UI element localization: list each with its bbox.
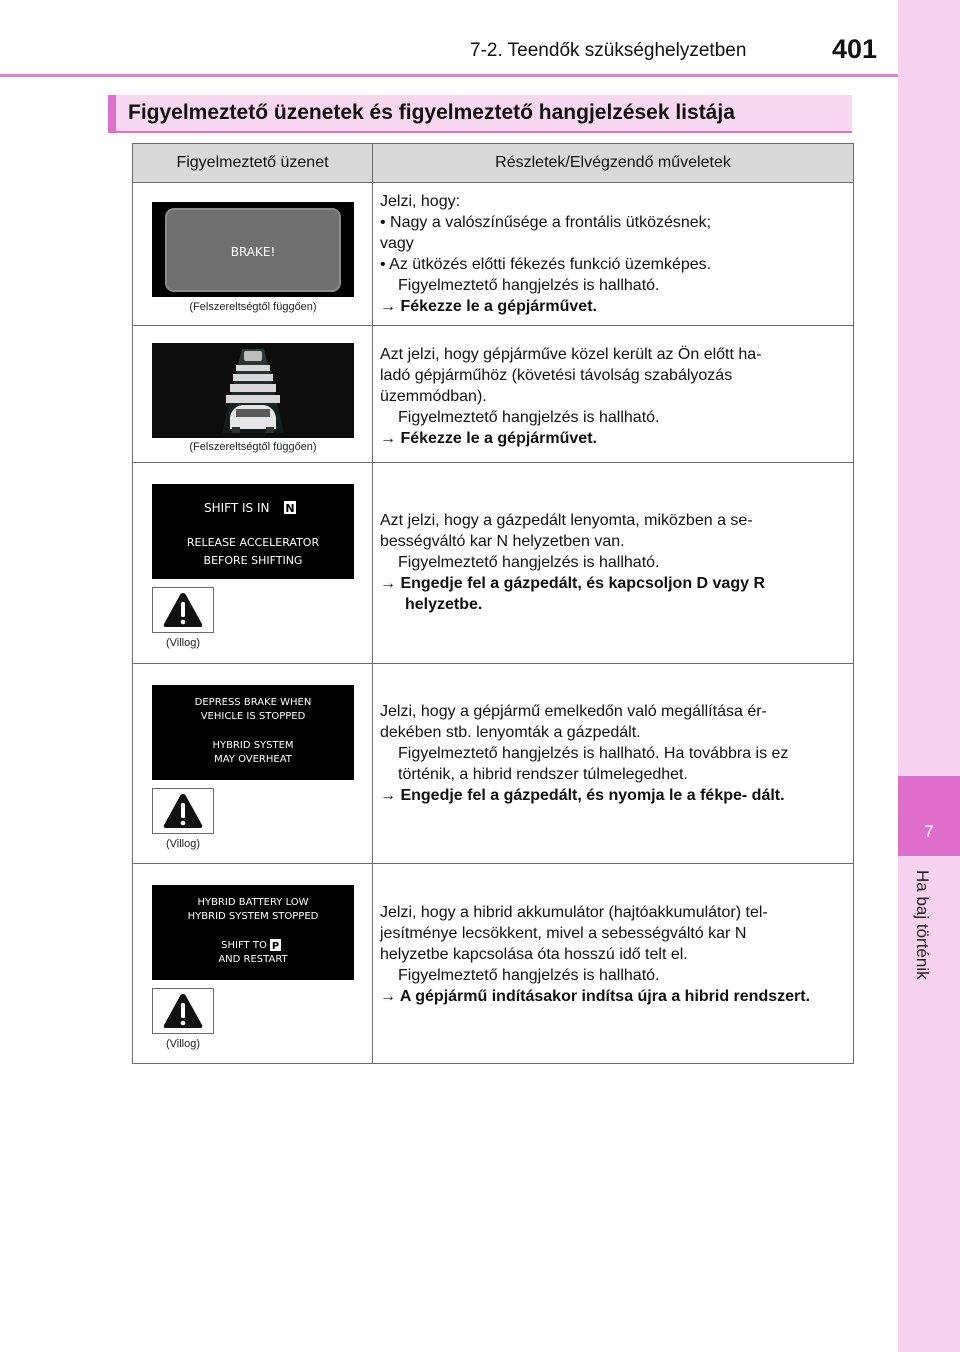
screen-text: DEPRESS BRAKE WHEN	[194, 697, 312, 708]
detail-line: Jelzi, hogy a hibrid akkumulátor (hajtóakkumulátor) tel-	[380, 904, 768, 921]
table-row	[133, 463, 854, 664]
details-cell	[373, 664, 854, 864]
detail-line: • Nagy a valószínűsége a frontális ütközésnek;	[380, 214, 712, 231]
detail-note: Figyelmeztető hangjelzés is hallható. Ha továbbra is ez történik, a hibrid rendszer túlmelegedhet.	[398, 745, 789, 783]
column-header: Figyelmeztető üzenet	[133, 144, 373, 183]
screen-text: SHIFT TO	[221, 940, 267, 951]
warning-triangle-box	[152, 788, 214, 834]
table-header-row	[133, 144, 854, 183]
detail-line: Jelzi, hogy:	[380, 193, 461, 210]
table-row	[133, 183, 854, 326]
detail-line: ladó gépjárműhöz (követési távolság szabályozás	[380, 367, 733, 384]
screen-text: AND RESTART	[218, 954, 288, 965]
column-header: Részletek/Elvégzendő műveletek	[373, 144, 854, 183]
action-text: → Engedje fel a gázpedált, és nyomja le a fékpe- dált.	[380, 787, 785, 804]
message-image-cell	[133, 183, 373, 326]
screen-text: HYBRID BATTERY LOW	[197, 897, 309, 908]
page-number: 401	[832, 34, 878, 64]
detail-line: Azt jelzi, hogy a gázpedált lenyomta, miközben a se-	[380, 512, 753, 529]
warning-triangle-box	[152, 587, 214, 633]
warning-triangle-box	[152, 988, 214, 1034]
side-tab-chapter-title: Ha baj történik	[913, 870, 932, 980]
screen-text: HYBRID SYSTEM	[212, 740, 294, 751]
message-image-cell	[133, 326, 373, 463]
brake-warning-screen	[152, 202, 354, 297]
action-text: → Fékezze le a gépjárművet.	[380, 298, 597, 315]
screen-text: BEFORE SHIFTING	[203, 554, 303, 567]
screen-text: RELEASE ACCELERATOR	[186, 536, 320, 549]
side-tab-chapter-number: 7	[924, 822, 934, 841]
image-caption: (Villog)	[165, 838, 201, 850]
image-caption: (Felszereltségtől függően)	[189, 301, 317, 313]
warning-table	[132, 143, 854, 1064]
table-row	[133, 326, 854, 463]
car-following-icon	[152, 343, 354, 438]
side-tab-chapter-block	[898, 776, 960, 856]
details-cell	[373, 864, 854, 1064]
warning-triangle-icon	[153, 588, 213, 632]
warning-triangle-icon	[153, 789, 213, 833]
detail-line: Jelzi, hogy a gépjármű emelkedőn való megállítása ér-	[380, 703, 767, 720]
details-cell	[373, 463, 854, 664]
table-row	[133, 864, 854, 1064]
message-image-cell	[133, 463, 373, 664]
details-cell	[373, 326, 854, 463]
section-title-text: Figyelmeztető üzenetek és figyelmeztető hangjelzések listája	[128, 101, 735, 124]
detail-line: üzemmódban).	[380, 388, 487, 405]
depress-brake-screen	[152, 685, 354, 780]
image-caption: (Villog)	[165, 1038, 201, 1050]
detail-line: vagy	[380, 235, 414, 252]
detail-note: Figyelmeztető hangjelzés is hallható.	[398, 277, 660, 294]
action-text: → Engedje fel a gázpedált, és kapcsoljon D vagy R helyzetbe.	[380, 575, 765, 613]
warning-triangle-icon	[153, 989, 213, 1033]
screen-text: N	[285, 502, 295, 515]
table-row	[133, 664, 854, 864]
header-title: 7-2. Teendők szükséghelyzetben	[470, 40, 747, 61]
detail-line: helyzetbe kapcsolása óta hosszú idő telt el.	[380, 946, 688, 963]
detail-note: Figyelmeztető hangjelzés is hallható.	[398, 554, 660, 571]
action-text: → A gépjármű indításakor indítsa újra a hibrid rendszert.	[380, 988, 811, 1005]
message-image-cell	[133, 664, 373, 864]
action-text: → Fékezze le a gépjárművet.	[380, 430, 597, 447]
detail-line: bességváltó kar N helyzetben van.	[380, 533, 625, 550]
detail-line: dekében stb. lenyomták a gázpedált.	[380, 724, 641, 741]
screen-text: SHIFT IS IN	[204, 501, 270, 515]
screen-text: P	[271, 941, 280, 952]
details-cell	[373, 183, 854, 326]
detail-note: Figyelmeztető hangjelzés is hallható.	[398, 967, 660, 984]
screen-text: MAY OVERHEAT	[214, 754, 292, 765]
screen-text: HYBRID SYSTEM STOPPED	[187, 911, 319, 922]
image-caption: (Felszereltségtől függően)	[189, 441, 317, 453]
screen-text: VEHICLE IS STOPPED	[200, 711, 306, 722]
detail-line: • Az ütközés előtti fékezés funkció üzemképes.	[380, 256, 712, 273]
detail-line: jesítménye lecsökkent, mivel a sebességváltó kar N	[380, 925, 747, 942]
image-caption: (Villog)	[165, 637, 201, 649]
section-underline	[108, 131, 852, 133]
detail-note: Figyelmeztető hangjelzés is hallható.	[398, 409, 660, 426]
message-image-cell	[133, 864, 373, 1064]
header-rule	[0, 74, 898, 77]
detail-line: Azt jelzi, hogy gépjárműve közel került az Ön előtt ha-	[380, 346, 762, 363]
shift-warning-screen	[152, 484, 354, 579]
section-title	[108, 95, 852, 131]
distance-warning-screen	[152, 343, 354, 438]
hybrid-battery-screen	[152, 885, 354, 980]
screen-text: BRAKE!	[230, 245, 276, 259]
side-tab	[898, 0, 960, 1352]
